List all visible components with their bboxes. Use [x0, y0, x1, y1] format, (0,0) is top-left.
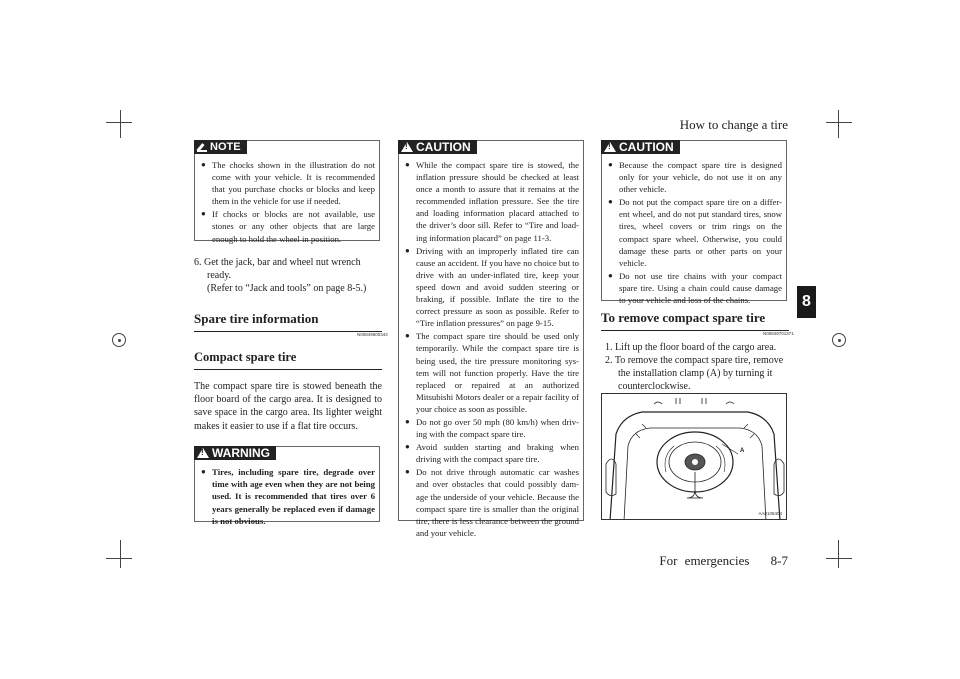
crop-mark [838, 110, 839, 138]
bullet-icon: ● [608, 160, 613, 169]
section-heading-spare-tire: Spare tire information [194, 311, 382, 332]
crop-mark [120, 110, 121, 138]
warning-box [194, 446, 380, 526]
warning-triangle-icon [604, 142, 616, 152]
bullet-icon: ● [201, 467, 206, 476]
crop-mark [826, 558, 852, 559]
figure-code: AA0108404 [758, 511, 782, 516]
step-6 [194, 256, 382, 295]
caution-box-2 [601, 140, 787, 306]
caution-item: ● Because the compact spare tire is designed only for your vehicle, do not use it on any other vehicle. [608, 160, 782, 195]
caution-box-1 [398, 140, 584, 538]
note-label: NOTE [210, 141, 241, 153]
caution-tag [601, 140, 680, 154]
note-item: ● The chocks shown in the illustration do not come with your vehicle. It is recommended that you purchase chocks or blocks and keep them in the vehicle for use if needed. [201, 160, 375, 207]
warning-item: ● Tires, including spare tire, degrade over time with age even when they are not being used. It is recommended that tires over 6 years generally be replaced even if damage is not obvious. [201, 467, 375, 526]
step-2-line3: counterclockwise. [618, 381, 691, 392]
bullet-icon: ● [608, 197, 613, 207]
crop-mark [106, 122, 132, 123]
note-box [194, 140, 380, 244]
caution-item: ● The compact spare tire should be used only temporarily. While the compact spare tire is being used, the tire pressure monitoring sys-tem will not function properly. Have the tire replaced or repaired at an authorized Mitsubishi Motors dealer or a repair facility of your choice as soon as possible. [405, 331, 579, 414]
footer-page-number: 8-7 [770, 553, 788, 568]
caution-item: ● Driving with an improperly inflated tire can cause an accident. If you have no choice but to drive with an under-inflated tire, keep your speed down and avoid sudden steering or braking, if possible. Inflate the tire to the correct pressure as soon as possible. Refer to “Tire inflation pressures” on page 9-15. [405, 245, 579, 329]
bullet-icon: ● [405, 160, 410, 169]
crop-mark [838, 540, 839, 568]
compact-spare-paragraph: The compact spare tire is stowed beneath the floor board of the cargo area. It is designed to save space in the cargo area. Its lighter weight makes it easier to use if a flat tire occurs. [194, 381, 382, 432]
bullet-icon: ● [405, 467, 410, 477]
figure-label-a: A [740, 448, 745, 454]
crop-mark [120, 540, 121, 568]
spare-tire-illustration [602, 394, 787, 520]
step-2-line2: the installation clamp (A) by turning it [618, 368, 773, 379]
crop-mark [106, 558, 132, 559]
footer-section: For emergencies [659, 553, 750, 568]
caution-item: ● Do not put the compact spare tire on a differ-ent wheel, and do not put standard tires, snow tires, wheel covers or trim rings on the compact spare wheel. Otherwise, you could damage these parts or other parts on your vehicle. [608, 197, 782, 268]
caution-item: ● Do not use tire chains with your compact spare tire. Using a chain could cause damage to your vehicle and loss of the chains. [608, 270, 782, 306]
step-6-line1: 6. Get the jack, bar and wheel nut wrench [194, 257, 361, 268]
warning-triangle-icon [197, 448, 209, 458]
bullet-icon: ● [405, 442, 410, 452]
note-tag [194, 140, 247, 154]
caution-tag [398, 140, 477, 154]
pencil-icon [197, 143, 207, 152]
spare-tire-figure [601, 393, 787, 520]
registration-mark [112, 333, 126, 347]
caution-item: ● Do not drive through automatic car washes and over obstacles that could possibly dam-age the underside of your vehicle. Because the compact spare tire is smaller than the original tire, there is less clearance between the ground and your vehicle. [405, 467, 579, 538]
section-code: N00849600344 [357, 332, 388, 337]
subsection-heading-compact-spare: Compact spare tire [194, 350, 382, 370]
caution-item: ● Avoid sudden starting and braking when driving with the compact spare tire. [405, 442, 579, 465]
bullet-icon: ● [201, 209, 206, 219]
chapter-tab: 8 [797, 286, 816, 318]
registration-mark [832, 333, 846, 347]
step-6-line3: (Refer to “Jack and tools” on page 8-5.) [207, 283, 367, 294]
crop-mark [826, 122, 852, 123]
caution-item: ● While the compact spare tire is stowed, the inflation pressure should be checked at least once a month to assure that it remains at the recommended inflation pressure. See the tire and loading information placard attached to the driver’s door sill. Refer to “Tire and load-ing information placard” on page 11-3. [405, 160, 579, 243]
bullet-icon: ● [405, 245, 410, 255]
warning-label: WARNING [212, 446, 270, 460]
page-header-title: How to change a tire [679, 117, 788, 132]
bullet-icon: ● [405, 331, 410, 341]
caution-label: CAUTION [416, 140, 471, 154]
section-heading-remove-spare: To remove compact spare tire [601, 310, 789, 331]
remove-steps [601, 341, 791, 393]
bullet-icon: ● [405, 416, 410, 426]
page-footer [659, 553, 788, 569]
bullet-icon: ● [201, 160, 206, 169]
bullet-icon: ● [608, 270, 613, 280]
caution-item: ● Do not go over 50 mph (80 km/h) when driv-ing with the compact spare tire. [405, 416, 579, 440]
note-item: ● If chocks or blocks are not available, use stones or any other objects that are large enough to hold the wheel in position. [201, 209, 375, 244]
caution-label: CAUTION [619, 140, 674, 154]
step-2-line1: 2. To remove the compact spare tire, remove [605, 355, 784, 366]
step-1: 1. Lift up the floor board of the cargo area. [605, 342, 777, 353]
warning-tag [194, 446, 276, 460]
warning-triangle-icon [401, 142, 413, 152]
step-6-line2: ready. [207, 270, 232, 281]
section-code: N00849701371 [763, 331, 794, 336]
